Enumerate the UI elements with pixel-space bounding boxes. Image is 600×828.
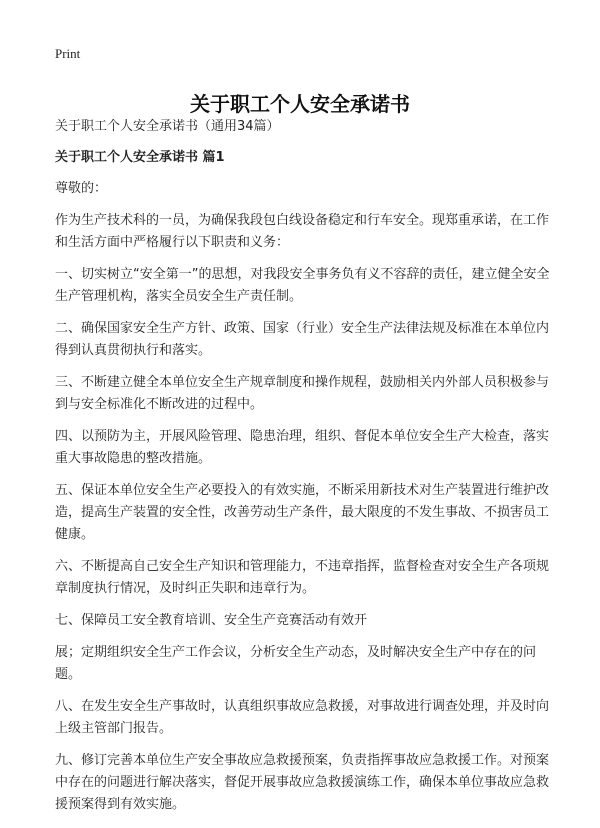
paragraph-item-7: 七、保障员工安全教育培训、安全生产竞赛活动有效开 <box>55 613 368 628</box>
paragraph-item-7-continued: 展；定期组织安全生产工作会议，分析安全生产动态，及时解决安全生产中存在的问题。 <box>55 645 537 682</box>
paragraph-item-6: 六、不断提高自己安全生产知识和管理能力，不违章指挥，监督检查对安全生产各项规章制度执行情况，及时纠正失职和违章行为。 <box>55 559 550 596</box>
print-link[interactable]: Print <box>55 46 81 61</box>
section-heading: 关于职工个人安全承诺书 篇1 <box>55 150 225 165</box>
paragraph-item-3: 三、不断建立健全本单位安全生产规章制度和操作规程，鼓励相关内外部人员积极参与到与安全标准化不断改进的过程中。 <box>55 375 550 412</box>
document-body <box>55 116 555 826</box>
paragraph-item-2: 二、确保国家安全生产方针、政策、国家（行业）安全生产法律法规及标准在本单位内得到认真贯彻执行和落实。 <box>55 321 550 358</box>
paragraph-item-4: 四、以预防为主，开展风险管理、隐患治理，组织、督促本单位安全生产大检查，落实重大事故隐患的整改措施。 <box>55 429 550 466</box>
document-title: 关于职工个人安全承诺书 <box>190 92 410 117</box>
salutation: 尊敬的： <box>55 181 108 196</box>
paragraph-item-9: 九、修订完善本单位生产安全事故应急救援预案，负责指挥事故应急救援工作。对预案中存在的问题进行解决落实，督促开展事故应急救援演练工作，确保本单位事故应急救援预案得到有效实施。 <box>55 753 550 812</box>
paragraph-item-8: 八、在发生安全生产事故时，认真组织事故应急救援，对事故进行调查处理，并及时向上级主管部门报告。 <box>55 699 550 736</box>
paragraph-item-5: 五、保证本单位安全生产必要投入的有效实施，不断采用新技术对生产装置进行维护改造，提高生产装置的安全性，改善劳动生产条件，最大限度的不发生事故、不损害员工健康。 <box>55 483 550 542</box>
paragraph-item-1: 一、切实树立“安全第一”的思想，对我段安全事务负有义不容辞的责任，建立健全安全生产管理机构，落实全员安全生产责任制。 <box>55 267 550 304</box>
paragraph-intro: 作为生产技术科的一员，为确保我段包白线设备稳定和行车安全。现郑重承诺，在工作和生活方面中严格履行以下职责和义务： <box>55 213 550 250</box>
document-subtitle: 关于职工个人安全承诺书（通用34篇） <box>55 119 280 134</box>
